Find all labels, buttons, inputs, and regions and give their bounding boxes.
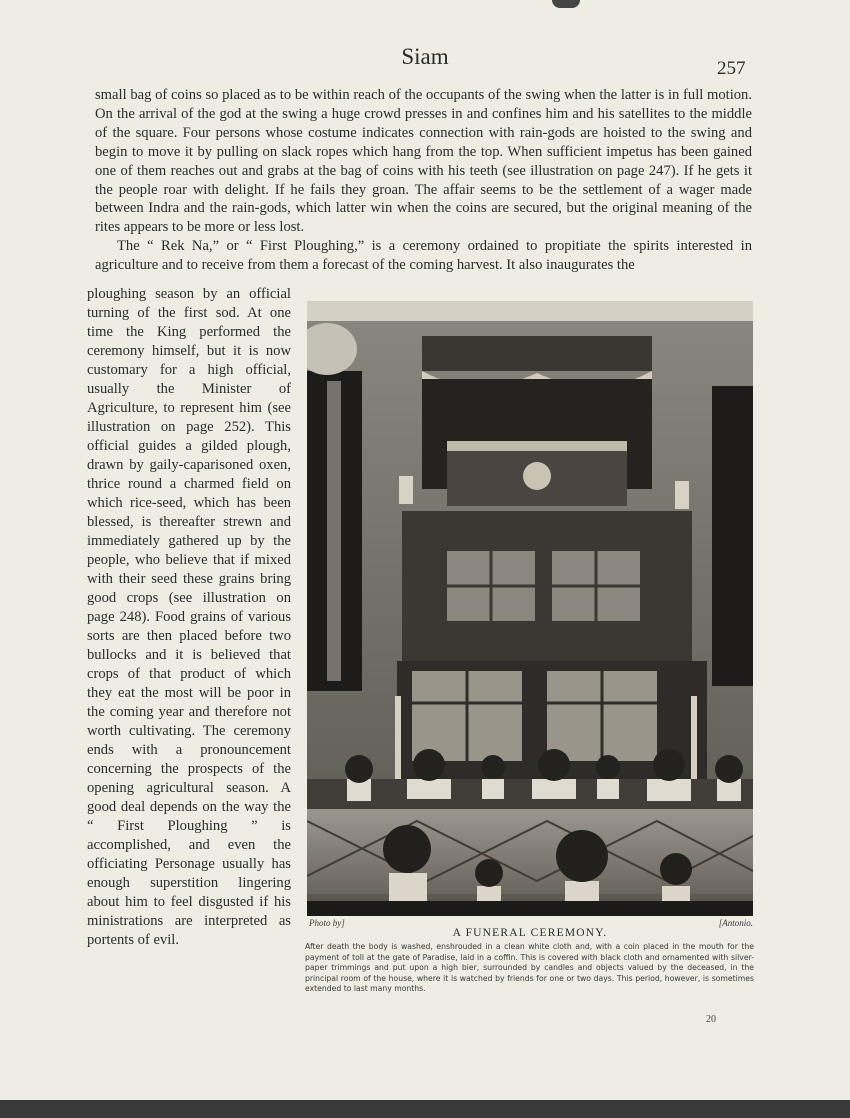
photo-credit-label: Photo by] [309, 918, 345, 928]
paragraph: The “ Rek Na,” or “ First Ploughing,” is a ceremony ordained to propitiate the spirits interested in agriculture and to receive from them a forecast of the coming harvest. It also inaugurates the [95, 238, 752, 274]
photo-caption-title: A FUNERAL CEREMONY. [452, 927, 608, 939]
paragraph: small bag of coins so placed as to be within reach of the occupants of the swing when the latter is in full motion. On the arrival of the god at the swing a huge crowd presses in and confines him and his satellites to the middle of the square. Four persons whose costume indicates connection with rain-gods are hoisted to the swing and begin to move it by pulling on slack ropes which hang from the top. When sufficient impetus has been gained one of them reaches out and grabs at the bag of coins with his teeth (see illustration on page 247). If he gets it the people roar with delight. If he fails they groan. The affair seems to be the settlement of a wager made between Indra and the rain-gods, which latter win when the coins are secured, but the original meaning of the rites appears to be more or less lost. [95, 87, 752, 236]
running-head: Siam [401, 44, 449, 69]
funeral-ceremony-photograph [307, 301, 753, 916]
scan-bottom-edge [0, 1100, 850, 1118]
photo-credit-name: [Antonio. [718, 918, 753, 928]
wrapped-column-text: ploughing season by an official turning of the first sod. At one time the King performed the ceremony himself, but it is now customary for a high official, usually the Minister of Agriculture, to represent him (see illustration on page 252). This official guides a gilded plough, drawn by gaily-caparisoned oxen, thrice round a charmed field on which rice-seed, which has been blessed, is thereafter strewn and immediately gathered up by the people, who believe that if mixed with their seed these grains bring good crops (see illustration on page 248). Food grains of various sorts are then placed before two bullocks and it is believed that crops of that product of which they eat the most will be poor in the coming year and therefore not worth cultivating. The ceremony ends with a pronouncement concerning the prospects of the opening agricultural season. A good deal depends on the way the “ First Ploughing ” is accomplished, and even the officiating Personage usually has enough superstition lingering about him to feel disgusted if his ministrations are interpreted as portents of evil. [87, 286, 291, 948]
body-text [95, 86, 752, 275]
scan-binding-mark [552, 0, 580, 8]
signature-mark: 20 [706, 1014, 716, 1025]
photograph-image [307, 301, 753, 916]
page-number: 257 [717, 58, 746, 79]
photo-caption-body: After death the body is washed, enshrouded in a clean white cloth and, with a coin placed in the mouth for the payment of toll at the gate of Paradise, laid in a coffin. This is covered with black cloth and ornamented with silver-paper trimmings and put upon a high bier, surrounded by candles and objects valued by the deceased, in the principal room of the house, where it is watched by friends for one or two days. This period, however, is sometimes extended to last many months. [305, 942, 754, 994]
